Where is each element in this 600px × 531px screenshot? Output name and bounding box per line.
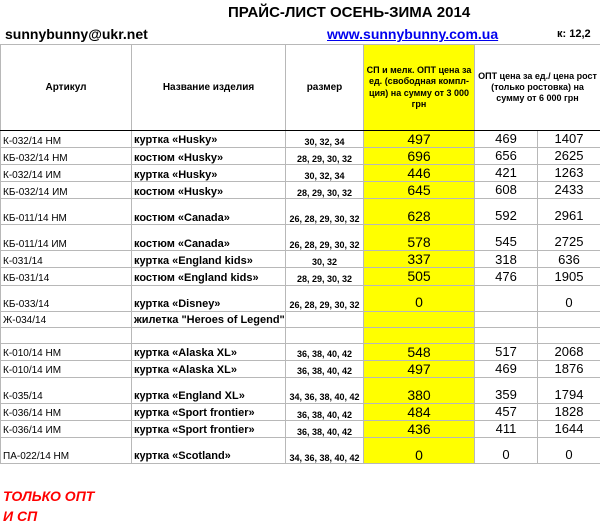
cell-retail-price — [538, 327, 600, 343]
cell-sp-price: 0 — [364, 285, 475, 311]
cell-article — [1, 327, 132, 343]
cell-size: 36, 38, 40, 42 — [286, 420, 364, 437]
cell-size: 28, 29, 30, 32 — [286, 148, 364, 165]
cell-article: К-036/14 НМ — [1, 403, 132, 420]
cell-size: 34, 36, 38, 40, 42 — [286, 437, 364, 463]
cell-sp-price: 484 — [364, 403, 475, 420]
column-header-opt-price: ОПТ цена за ед./ цена рост (только ростовка) на сумму от 6 000 грн — [475, 45, 600, 131]
table-row — [1, 377, 600, 403]
cell-opt-price — [475, 285, 538, 311]
cell-retail-price: 1876 — [538, 360, 600, 377]
cell-opt-price: 608 — [475, 182, 538, 199]
title-row — [0, 0, 600, 26]
cell-name: куртка «Husky» — [132, 131, 286, 148]
column-header-sp-price: СП и мелк. ОПТ цена за ед. (свободная компл-ция) на сумму от 3 000 грн — [364, 45, 475, 131]
price-table — [0, 44, 600, 464]
cell-size: 36, 38, 40, 42 — [286, 360, 364, 377]
cell-article: К-036/14 ИМ — [1, 420, 132, 437]
footer-note — [3, 486, 94, 526]
cell-opt-price: 0 — [475, 437, 538, 463]
cell-opt-price: 656 — [475, 148, 538, 165]
cell-sp-price: 446 — [364, 165, 475, 182]
cell-sp-price: 497 — [364, 131, 475, 148]
cell-retail-price: 1644 — [538, 420, 600, 437]
table-row — [1, 327, 600, 343]
cell-article: КБ-011/14 ИМ — [1, 225, 132, 251]
cell-retail-price: 2961 — [538, 199, 600, 225]
cell-size: 36, 38, 40, 42 — [286, 403, 364, 420]
cell-opt-price: 411 — [475, 420, 538, 437]
table-row — [1, 131, 600, 148]
cell-opt-price: 592 — [475, 199, 538, 225]
cell-article: КБ-031/14 — [1, 268, 132, 285]
website-link[interactable]: www.sunnybunny.com.ua — [327, 26, 499, 42]
cell-retail-price: 636 — [538, 251, 600, 268]
cell-article: К-031/14 — [1, 251, 132, 268]
cell-name: костюм «Husky» — [132, 182, 286, 199]
cell-opt-price: 457 — [475, 403, 538, 420]
cell-retail-price: 2625 — [538, 148, 600, 165]
cell-name: куртка «Scotland» — [132, 437, 286, 463]
cell-article: К-035/14 — [1, 377, 132, 403]
footer-note-line1: ТОЛЬКО ОПТ — [3, 488, 95, 504]
cell-name: куртка «England kids» — [132, 251, 286, 268]
cell-retail-price: 1828 — [538, 403, 600, 420]
cell-sp-price: 505 — [364, 268, 475, 285]
cell-sp-price: 436 — [364, 420, 475, 437]
cell-opt-price: 545 — [475, 225, 538, 251]
table-row — [1, 311, 600, 327]
table-row — [1, 148, 600, 165]
cell-retail-price: 1794 — [538, 377, 600, 403]
table-row — [1, 360, 600, 377]
table-row — [1, 437, 600, 463]
cell-sp-price: 578 — [364, 225, 475, 251]
table-row — [1, 165, 600, 182]
cell-sp-price — [364, 327, 475, 343]
cell-opt-price: 421 — [475, 165, 538, 182]
contact-row — [0, 26, 600, 44]
cell-size — [286, 327, 364, 343]
cell-sp-price: 645 — [364, 182, 475, 199]
cell-retail-price: 2068 — [538, 343, 600, 360]
price-table-body — [1, 45, 600, 464]
cell-article: КБ-032/14 ИМ — [1, 182, 132, 199]
cell-sp-price: 497 — [364, 360, 475, 377]
column-header-size: размер — [286, 45, 364, 131]
cell-size — [286, 311, 364, 327]
cell-sp-price: 0 — [364, 437, 475, 463]
cell-article: К-010/14 ИМ — [1, 360, 132, 377]
cell-size: 36, 38, 40, 42 — [286, 343, 364, 360]
table-row — [1, 182, 600, 199]
table-row — [1, 268, 600, 285]
cell-name: костюм «Husky» — [132, 148, 286, 165]
cell-opt-price — [475, 311, 538, 327]
cell-sp-price: 380 — [364, 377, 475, 403]
table-row — [1, 199, 600, 225]
cell-sp-price: 337 — [364, 251, 475, 268]
footer-note-line2: И СП — [3, 508, 38, 524]
cell-article: К-032/14 НМ — [1, 131, 132, 148]
cell-article: КБ-011/14 НМ — [1, 199, 132, 225]
cell-size: 26, 28, 29, 30, 32 — [286, 199, 364, 225]
cell-retail-price: 2725 — [538, 225, 600, 251]
cell-size: 30, 32 — [286, 251, 364, 268]
cell-sp-price: 696 — [364, 148, 475, 165]
coefficient-text: к: 12,2 — [557, 28, 591, 40]
cell-name: костюм «Canada» — [132, 199, 286, 225]
cell-opt-price: 469 — [475, 131, 538, 148]
table-row — [1, 403, 600, 420]
table-row — [1, 285, 600, 311]
cell-sp-price — [364, 311, 475, 327]
cell-name: куртка «Alaska XL» — [132, 360, 286, 377]
table-row — [1, 343, 600, 360]
cell-size: 26, 28, 29, 30, 32 — [286, 285, 364, 311]
cell-opt-price: 476 — [475, 268, 538, 285]
cell-size: 28, 29, 30, 32 — [286, 182, 364, 199]
email-text: sunnybunny@ukr.net — [5, 26, 148, 42]
cell-retail-price: 1263 — [538, 165, 600, 182]
cell-name: куртка «Sport frontier» — [132, 420, 286, 437]
cell-retail-price: 2433 — [538, 182, 600, 199]
cell-article: К-032/14 ИМ — [1, 165, 132, 182]
cell-name: куртка «Disney» — [132, 285, 286, 311]
cell-article: К-010/14 НМ — [1, 343, 132, 360]
column-header-name: Название изделия — [132, 45, 286, 131]
cell-name: костюм «England kids» — [132, 268, 286, 285]
cell-article: Ж-034/14 — [1, 311, 132, 327]
cell-name: куртка «Husky» — [132, 165, 286, 182]
cell-article: КБ-033/14 — [1, 285, 132, 311]
cell-retail-price: 1407 — [538, 131, 600, 148]
cell-name: жилетка "Heroes of Legend" — [132, 311, 286, 327]
cell-article: КБ-032/14 НМ — [1, 148, 132, 165]
cell-opt-price — [475, 327, 538, 343]
column-header-article: Артикул — [1, 45, 132, 131]
cell-name: куртка «Alaska XL» — [132, 343, 286, 360]
cell-opt-price: 469 — [475, 360, 538, 377]
cell-retail-price: 0 — [538, 285, 600, 311]
cell-sp-price: 548 — [364, 343, 475, 360]
cell-name: костюм «Canada» — [132, 225, 286, 251]
cell-size: 30, 32, 34 — [286, 131, 364, 148]
cell-size: 30, 32, 34 — [286, 165, 364, 182]
cell-name: куртка «Sport frontier» — [132, 403, 286, 420]
cell-size: 26, 28, 29, 30, 32 — [286, 225, 364, 251]
cell-opt-price: 517 — [475, 343, 538, 360]
page-title: ПРАЙС-ЛИСТ ОСЕНЬ-ЗИМА 2014 — [228, 4, 471, 21]
cell-name — [132, 327, 286, 343]
cell-name: куртка «England XL» — [132, 377, 286, 403]
cell-opt-price: 318 — [475, 251, 538, 268]
cell-size: 28, 29, 30, 32 — [286, 268, 364, 285]
cell-retail-price — [538, 311, 600, 327]
table-row — [1, 251, 600, 268]
table-row — [1, 420, 600, 437]
cell-article: ПА-022/14 НМ — [1, 437, 132, 463]
table-header-row — [1, 45, 600, 131]
cell-retail-price: 1905 — [538, 268, 600, 285]
cell-opt-price: 359 — [475, 377, 538, 403]
table-row — [1, 225, 600, 251]
cell-size: 34, 36, 38, 40, 42 — [286, 377, 364, 403]
cell-sp-price: 628 — [364, 199, 475, 225]
cell-retail-price: 0 — [538, 437, 600, 463]
